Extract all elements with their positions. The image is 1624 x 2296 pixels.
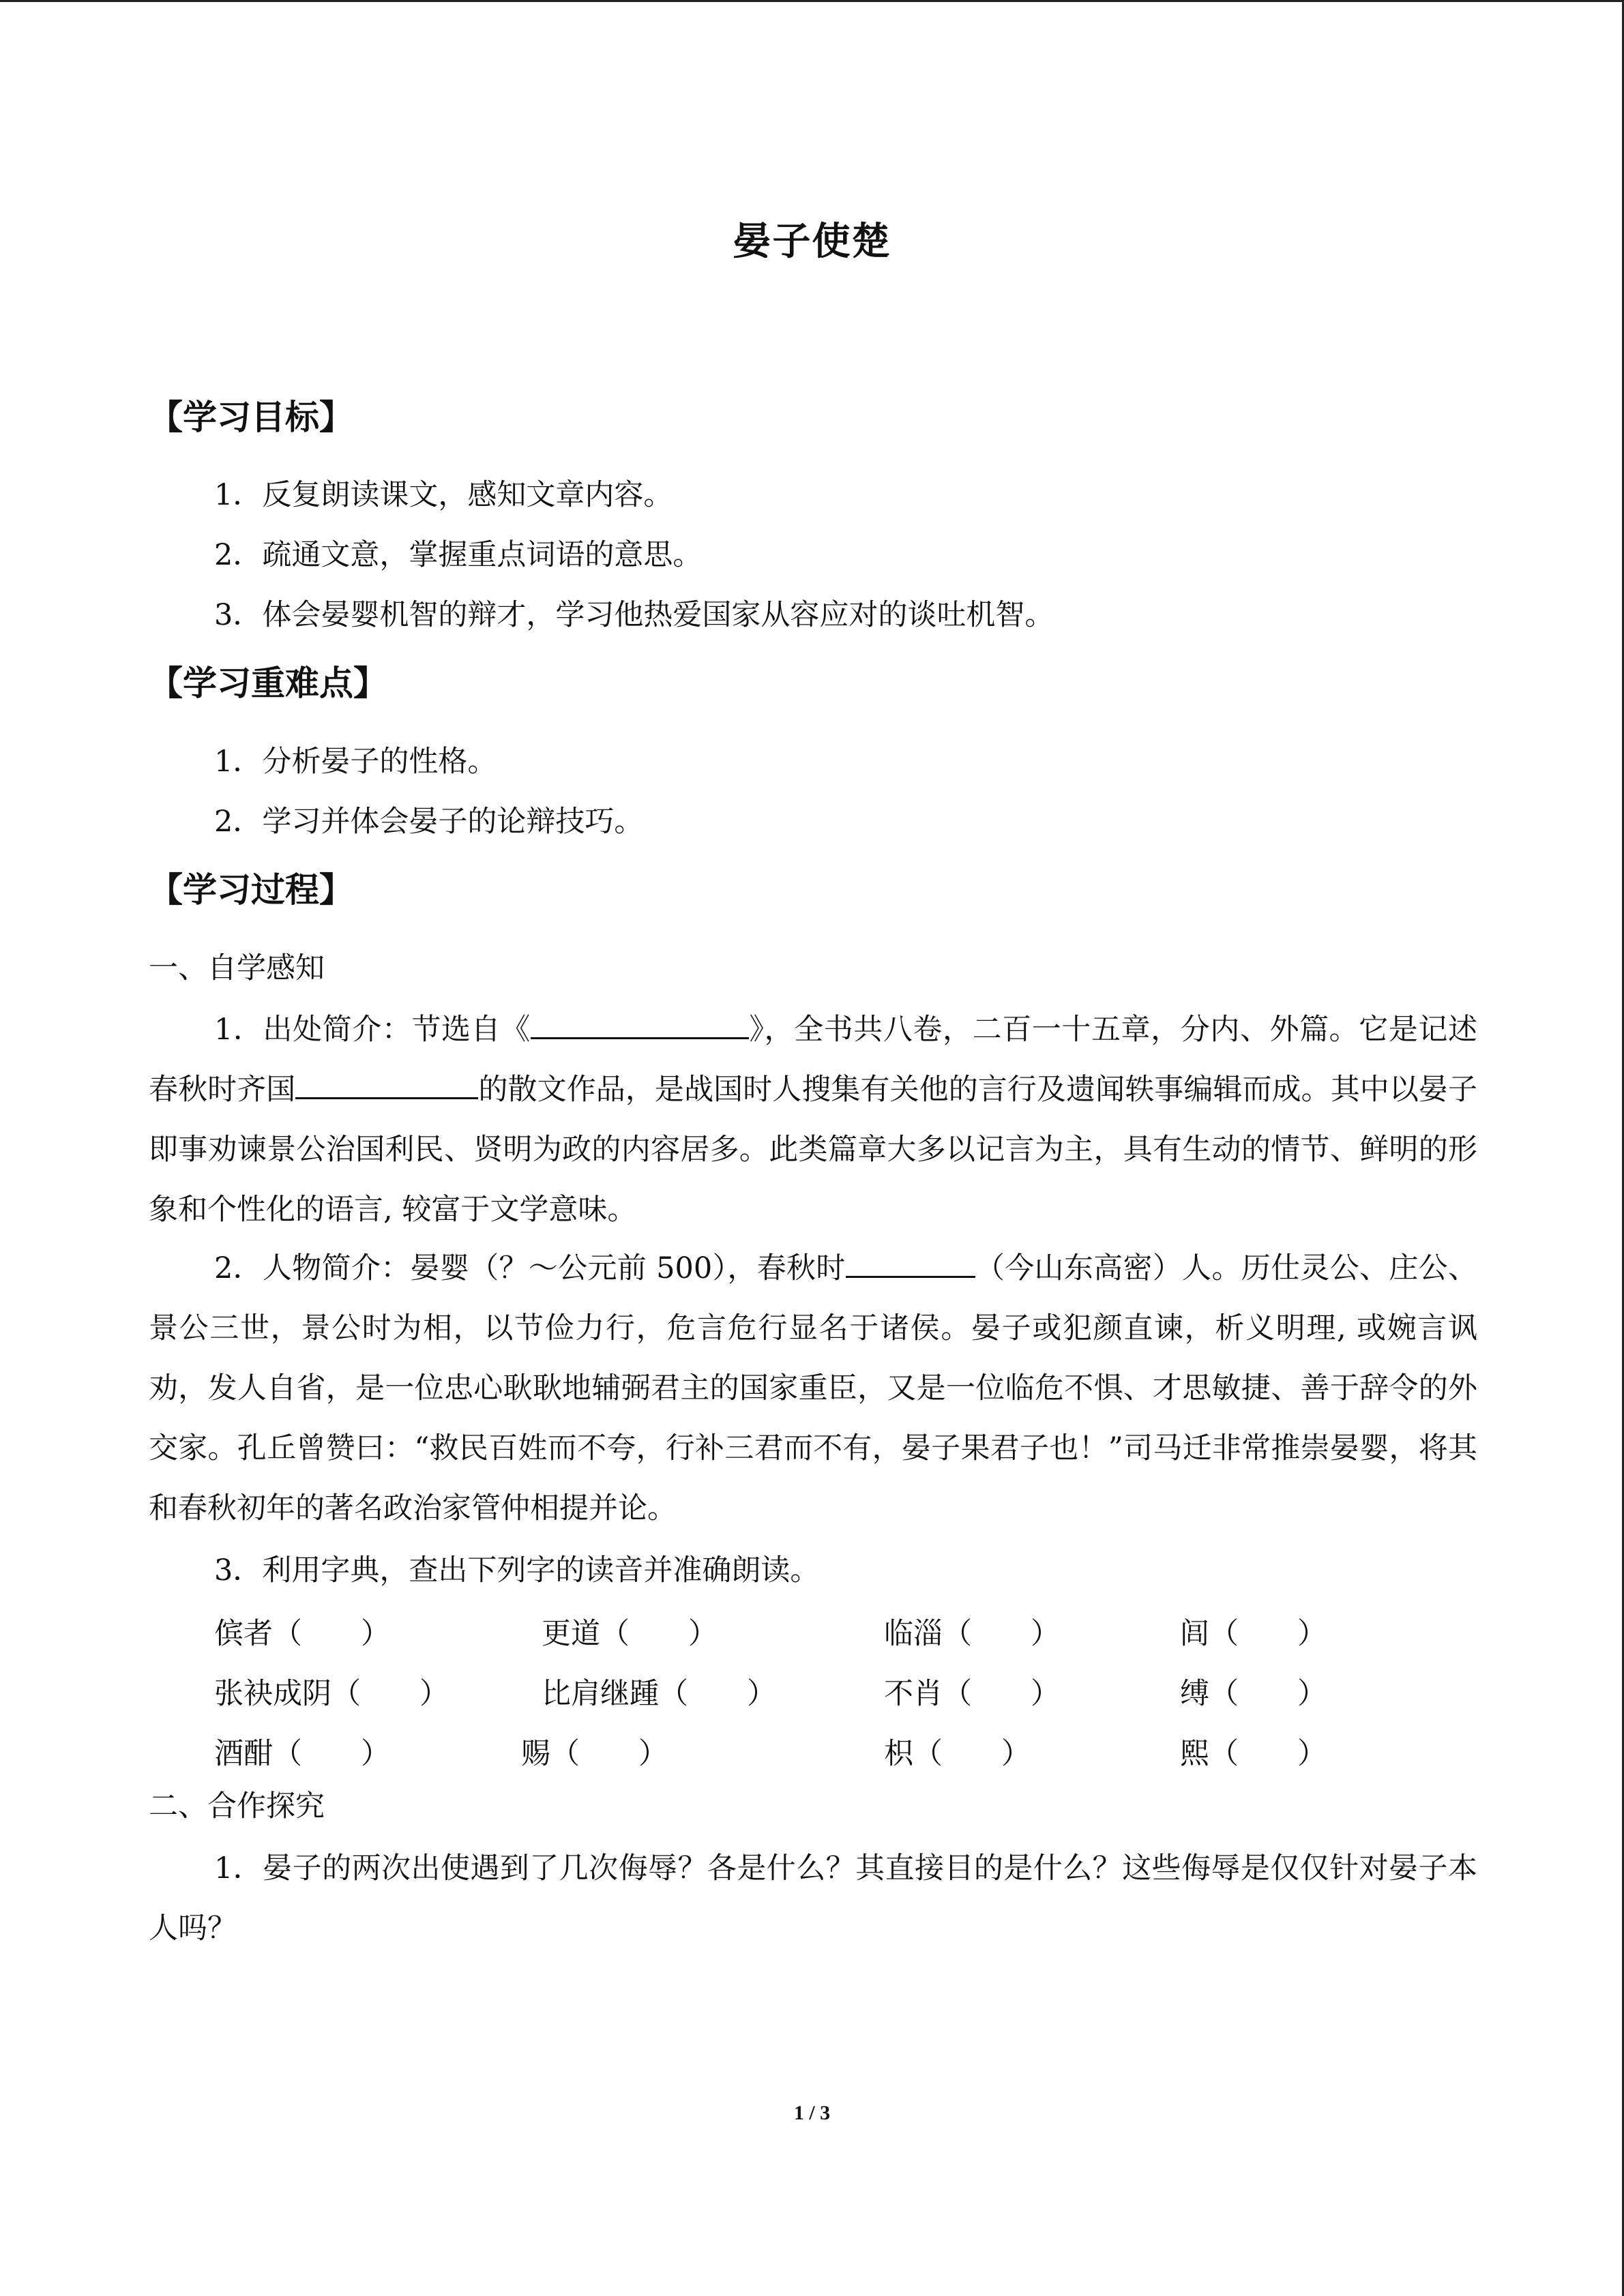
fill-blank-book-title[interactable] bbox=[531, 1013, 749, 1039]
word-item: 缚（ ） bbox=[1180, 1677, 1327, 1711]
part-title-self-study: 一、自学感知 bbox=[149, 951, 325, 985]
word-item: 酒酣（ ） bbox=[214, 1737, 390, 1771]
word-item: 赐（ ） bbox=[521, 1737, 668, 1771]
goal-item: 2．疏通文意，掌握重点词语的意思。 bbox=[214, 538, 703, 572]
paragraph-text: （今山东高密）人。历仕灵公、庄公、景公三世，景公时为相，以节俭力行，危言危行显名于诸侯。晏子或犯颜直谏，析义明理, 或婉言讽劝，发人自省，是一位忠心耿耿地辅弼君主的国家重臣，又是一位临危不惧、才思敏捷、善于辞令的外交家。孔丘曾赞曰：“救民百姓而不夸，行补三君而不有，晏子果君子也！”司马迁非常推崇晏婴，将其和春秋初年的著名政治家管仲相提并论。 bbox=[149, 1251, 1477, 1525]
goal-item: 3．体会晏婴机智的辩才，学习他热爱国家从容应对的谈吐机智。 bbox=[214, 598, 1054, 632]
paragraph-text: 的散文作品，是战国时人搜集有关他的言行及遗闻轶事编辑而成。其中以晏子即事劝谏景公治国利民、贤明为政的内容居多。此类篇章大多以记言为主，具有生动的情节、鲜明的形象和个性化的语言, 较富于文学意味。 bbox=[149, 1073, 1478, 1227]
paragraph-text: 1．出处简介：节选自《 bbox=[214, 1013, 531, 1047]
section-heading-difficulties: 【学习重难点】 bbox=[149, 664, 387, 703]
word-item: 不肖（ ） bbox=[884, 1677, 1060, 1711]
fill-blank-person[interactable] bbox=[295, 1073, 478, 1099]
fill-blank-place[interactable] bbox=[846, 1251, 975, 1278]
page-border bbox=[0, 0, 1624, 2]
section-heading-goals: 【学习目标】 bbox=[149, 398, 353, 437]
paragraph-person-intro bbox=[149, 1238, 1477, 1538]
word-item: 傧者（ ） bbox=[214, 1617, 390, 1651]
page-title: 晏子使楚 bbox=[733, 220, 891, 264]
word-item: 比肩继踵（ ） bbox=[542, 1677, 776, 1711]
goal-item: 1．反复朗读课文，感知文章内容。 bbox=[214, 478, 673, 512]
page-number: 1 / 3 bbox=[793, 2102, 831, 2124]
word-item: 临淄（ ） bbox=[884, 1617, 1060, 1651]
word-item: 熙（ ） bbox=[1180, 1737, 1327, 1771]
section-heading-process: 【学习过程】 bbox=[149, 870, 353, 910]
paragraph-text: 》，全书共八卷，二百一十五章，分内、外篇。它是记述春秋时齐国 bbox=[149, 1013, 1478, 1107]
paragraph-source-intro bbox=[149, 1000, 1477, 1240]
question-item: 1．晏子的两次出使遇到了几次侮辱？各是什么？其直接目的是什么？这些侮辱是仅仅针对晏子本人吗？ bbox=[149, 1851, 1477, 1945]
difficulty-item: 1．分析晏子的性格。 bbox=[214, 745, 497, 779]
difficulty-item: 2．学习并体会晏子的论辩技巧。 bbox=[214, 805, 644, 839]
word-item: 张袂成阴（ ） bbox=[214, 1677, 449, 1711]
instruction-pronunciation: 3．利用字典，查出下列字的读音并准确朗读。 bbox=[214, 1553, 820, 1587]
word-item: 更道（ ） bbox=[542, 1617, 718, 1651]
word-item: 闾（ ） bbox=[1180, 1617, 1327, 1651]
word-item: 枳（ ） bbox=[884, 1737, 1031, 1771]
paragraph-text: 2．人物简介：晏婴（？～公元前 500），春秋时 bbox=[214, 1251, 846, 1285]
part-title-cooperation: 二、合作探究 bbox=[149, 1789, 325, 1823]
